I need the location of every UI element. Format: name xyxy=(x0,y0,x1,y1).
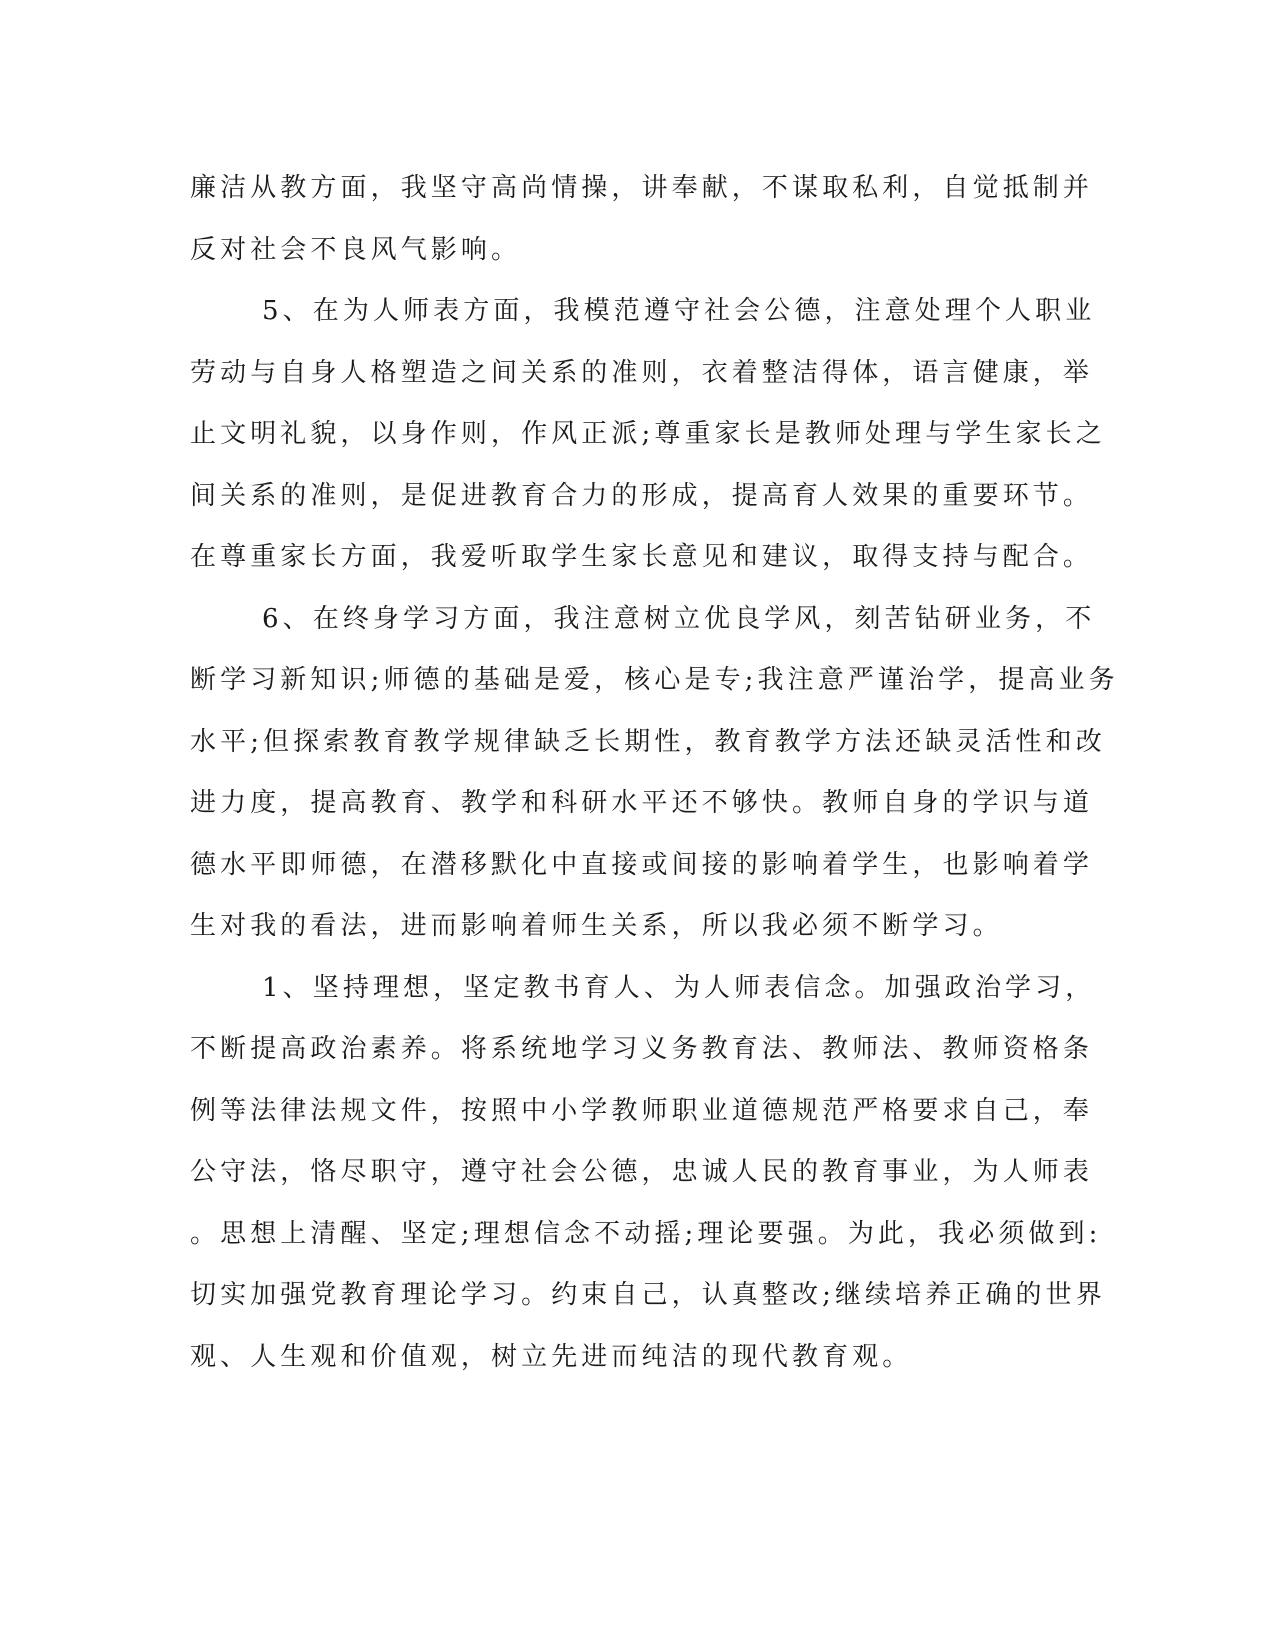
text-line: 德水平即师德，在潜移默化中直接或间接的影响着学生，也影响着学 xyxy=(190,849,1094,880)
paragraph-first-line: 1、坚持理想，坚定教书育人、为人师表信念。加强政治学习， xyxy=(262,972,1096,1003)
text-line: 切实加强党教育理论学习。约束自己，认真整改;继续培养正确的世界 xyxy=(190,1280,1106,1310)
text-line: 公守法，恪尽职守，遵守社会公德，忠诚人民的教育事业，为人师表 xyxy=(190,1157,1094,1187)
text-line: 不断提高政治素养。将系统地学习义务教育法、教师法、教师资格条 xyxy=(190,1034,1094,1064)
paragraph-first-line: 5、在为人师表方面，我模范遵守社会公德，注意处理个人职业 xyxy=(262,296,1096,326)
text-line: 止文明礼貌，以身作则，作风正派;尊重家长是教师处理与学生家长之 xyxy=(190,419,1106,449)
text-line: 间关系的准则，是促进教育合力的形成，提高育人效果的重要环节。 xyxy=(190,480,1094,511)
text-line: 生对我的看法，进而影响着师生关系，所以我必须不断学习。 xyxy=(190,911,1003,941)
text-line: 观、人生观和价值观，树立先进而纯洁的现代教育观。 xyxy=(190,1341,913,1372)
text-line: 断学习新知识;师德的基础是爱，核心是专;我注意严谨治学，提高业务 xyxy=(190,665,1119,695)
paragraph-first-line: 6、在终身学习方面，我注意树立优良学风，刻苦钻研业务，不 xyxy=(262,603,1096,634)
text-line: 廉洁从教方面，我坚守高尚情操，讲奉献，不谋取私利，自觉抵制并 xyxy=(190,173,1094,203)
text-line: 水平;但探索教育教学规律缺乏长期性，教育教学方法还缺灵活性和改 xyxy=(190,726,1106,757)
text-line: 在尊重家长方面，我爱听取学生家长意见和建议，取得支持与配合。 xyxy=(190,542,1094,572)
text-line: 。思想上清醒、坚定;理想信念不动摇;理论要强。为此，我必须做到: xyxy=(190,1218,1102,1249)
text-line: 例等法律法规文件，按照中小学教师职业道德规范严格要求自己，奉 xyxy=(190,1095,1094,1126)
text-line: 反对社会不良风气影响。 xyxy=(190,234,522,265)
document-body xyxy=(190,158,1119,1388)
text-line: 劳动与自身人格塑造之间关系的准则，衣着整洁得体，语言健康，举 xyxy=(190,357,1094,388)
text-line: 进力度，提高教育、教学和科研水平还不够快。教师自身的学识与道 xyxy=(190,788,1094,818)
